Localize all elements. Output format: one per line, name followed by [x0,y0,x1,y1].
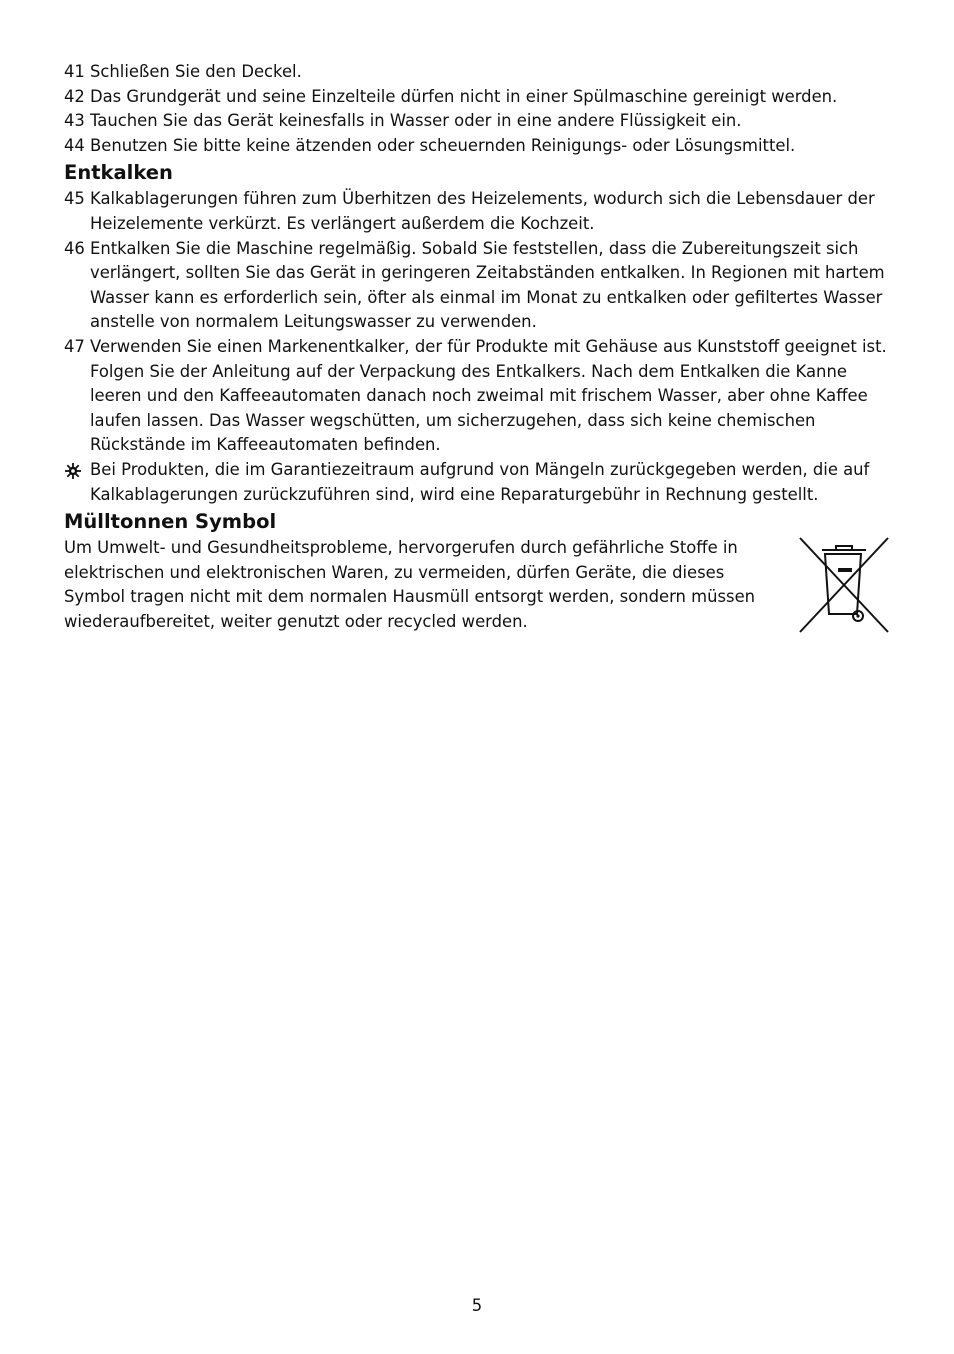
item-text: Verwenden Sie einen Markenentkalker, der für Produkte mit Gehäuse aus Kunststoff geeignet ist. Folgen Sie der Anleitung auf der Verpackung des Entkalkers. Nach dem Entkalken die Kanne leeren und den Kaffeeautomaten danach noch zweimal mit frischem Wasser, aber ohne Kaffee laufen lassen. Das Wasser wegschütten, um sicherzugehen, dass sich keine chemischen Rückstände im Kaffeeautomaten befinden. [90,336,887,455]
instruction-list-top [64,60,890,158]
item-number: 46 [64,238,85,258]
list-item [64,237,890,335]
item-number: 45 [64,189,85,209]
item-number: 44 [64,135,85,155]
star-warning-icon [64,462,82,480]
warning-note [64,458,890,507]
page-content [64,60,890,634]
instruction-list-descaling [64,187,890,507]
list-item [64,134,890,159]
list-item [64,109,890,134]
section-heading-bin-symbol: Mülltonnen Symbol [64,510,277,534]
list-item [64,60,890,85]
bin-symbol-section [64,536,890,634]
bin-symbol-text: Um Umwelt- und Gesundheitsprobleme, hervorgerufen durch gefährliche Stoffe in elektrischen und elektronischen Waren, zu vermeiden, dürfen Geräte, die dieses Symbol tragen nicht mit dem normalen Hausmüll entsorgt werden, sondern müssen wiederaufbereitet, weiter genutzt oder recycled werden. [64,538,756,631]
crossed-out-wheelie-bin-icon [796,536,890,634]
item-text: Das Grundgerät und seine Einzelteile dürfen nicht in einer Spülmaschine gereinigt werden. [90,86,838,106]
list-item [64,187,890,236]
item-text: Schließen Sie den Deckel. [90,62,302,81]
item-number: 41 [64,62,85,81]
item-text: Benutzen Sie bitte keine ätzenden oder scheuernden Reinigungs- oder Lösungsmittel. [90,135,796,155]
item-text: Entkalken Sie die Maschine regelmäßig. Sobald Sie feststellen, dass die Zubereitungszeit sich verlängert, sollten Sie das Gerät in geringeren Zeitabständen entkalken. In Regionen mit hartem Wasser kann es erforderlich sein, öfter als einmal im Monat zu entkalken oder gefiltertes Wasser anstelle von normalem Leitungswasser zu verwenden. [90,238,885,332]
item-number: 43 [64,111,85,131]
section-heading-descaling: Entkalken [64,161,173,185]
page-number: 5 [471,1296,483,1315]
item-text: Tauchen Sie das Gerät keinesfalls in Wasser oder in eine andere Flüssigkeit ein. [90,111,742,131]
list-item [64,335,890,458]
item-text: Kalkablagerungen führen zum Überhitzen des Heizelements, wodurch sich die Lebensdauer der Heizelemente verkürzt. Es verlängert außerdem die Kochzeit. [90,189,875,233]
item-number: 47 [64,336,85,356]
note-text: Bei Produkten, die im Garantiezeitraum aufgrund von Mängeln zurückgegeben werden, die auf Kalkablagerungen zurückzuführen sind, wird eine Reparaturgebühr in Rechnung gestellt. [90,459,870,504]
list-item [64,85,890,110]
item-number: 42 [64,86,85,106]
